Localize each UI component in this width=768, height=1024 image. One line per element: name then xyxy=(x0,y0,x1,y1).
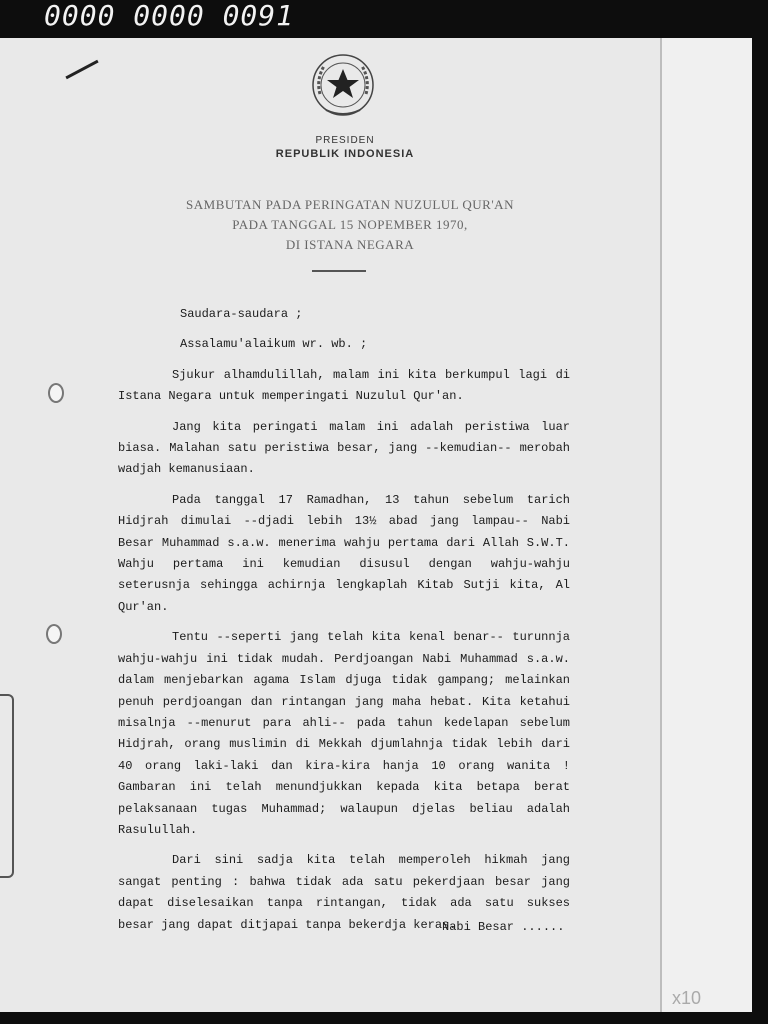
spacer xyxy=(118,618,570,627)
page-edge-shadow xyxy=(660,38,662,1012)
continuation-text: Nabi Besar ...... xyxy=(442,920,565,934)
paragraph: Dari sini sadja kita telah memperoleh hikmah jang sangat penting : bahwa tidak ada satu pekerdjaan besar jang dapat diselesaikan tanpa rintangan, tidak ada satu sukses besar jang dapat ditjapai tanpa bekerdja keras. xyxy=(118,853,570,932)
binder-tab-mark xyxy=(0,694,14,878)
star-wreath-seal-icon xyxy=(302,44,384,126)
paragraph: Jang kita peringati malam ini adalah peristiwa luar biasa. Malahan satu peristiwa besar, jang --kemudian-- merobah wadjah kemanusiaan. xyxy=(118,419,570,477)
speech-title-line-3: DI ISTANA NEGARA xyxy=(285,237,415,252)
spacer xyxy=(118,481,570,490)
letterhead-line-2: REPUBLIK INDONESIA xyxy=(275,148,415,160)
film-frame-code: 0000 0000 0091 xyxy=(44,0,295,32)
paragraph: Pada tanggal 17 Ramadhan, 13 tahun sebelum tarich Hidjrah dimulai --djadi lebih 13½ abad jang lampau-- Nabi Besar Muhammad s.a.w. menerima wahju pertama dari Allah S.W.T. Wahju pertama ini kemudian disusul dengan wahju-wahju seterusnja sehingga achirnja lengkaplah Kitab Sutji kita, Al Qur'an. xyxy=(118,492,570,614)
greeting: Assalamu'alaikum wr. wb. ; xyxy=(180,337,368,352)
letterhead-line-1: PRESIDEN xyxy=(315,135,375,146)
speech-title-line-2: PADA TANGGAL 15 NOPEMBER 1970, xyxy=(232,217,468,232)
paragraph: Tentu --seperti jang telah kita kenal benar-- turunnja wahju-wahju ini tidak mudah. Perdjoangan Nabi Muhammad s.a.w. dalam menjebarkan agama Islam djuga tidak gampang; melainkan penuh perdjoangan dan rintangan jang maha hebat. Kita ketahui misalnja --menurut para ahli-- pada tahun kedelapan sebelum Hidjrah, orang muslimin di Mekkah djumlahnja tidak lebih dari 40 orang laki-laki dan kira-kira hanja 10 orang wanita ! Gambaran ini telah menundjukkan kepada kita betapa berat pelaksanaan tugas Muhammad; walaupun djelas beliau adalah Rasulullah. xyxy=(118,630,570,837)
punch-hole xyxy=(46,624,62,644)
corner-frame-mark: x10 xyxy=(672,988,702,1008)
paragraph: Sjukur alhamdulillah, malam ini kita berkumpul lagi di Istana Negara untuk memperingati Nuzulul Qur'an. xyxy=(118,367,570,404)
title-underline xyxy=(312,270,366,272)
page-right-margin xyxy=(662,38,752,1012)
spacer xyxy=(118,841,570,850)
salutation: Saudara-saudara ; xyxy=(180,307,303,321)
spacer xyxy=(118,408,570,417)
speech-title-line-1: SAMBUTAN PADA PERINGATAN NUZULUL QUR'AN xyxy=(186,197,514,212)
punch-hole xyxy=(48,383,64,403)
spacer xyxy=(118,356,570,365)
spacer xyxy=(118,325,570,334)
document-page xyxy=(0,38,752,1012)
bottom-film-band xyxy=(0,1012,768,1024)
scratch-mark xyxy=(65,60,98,80)
speech-body xyxy=(118,304,570,936)
